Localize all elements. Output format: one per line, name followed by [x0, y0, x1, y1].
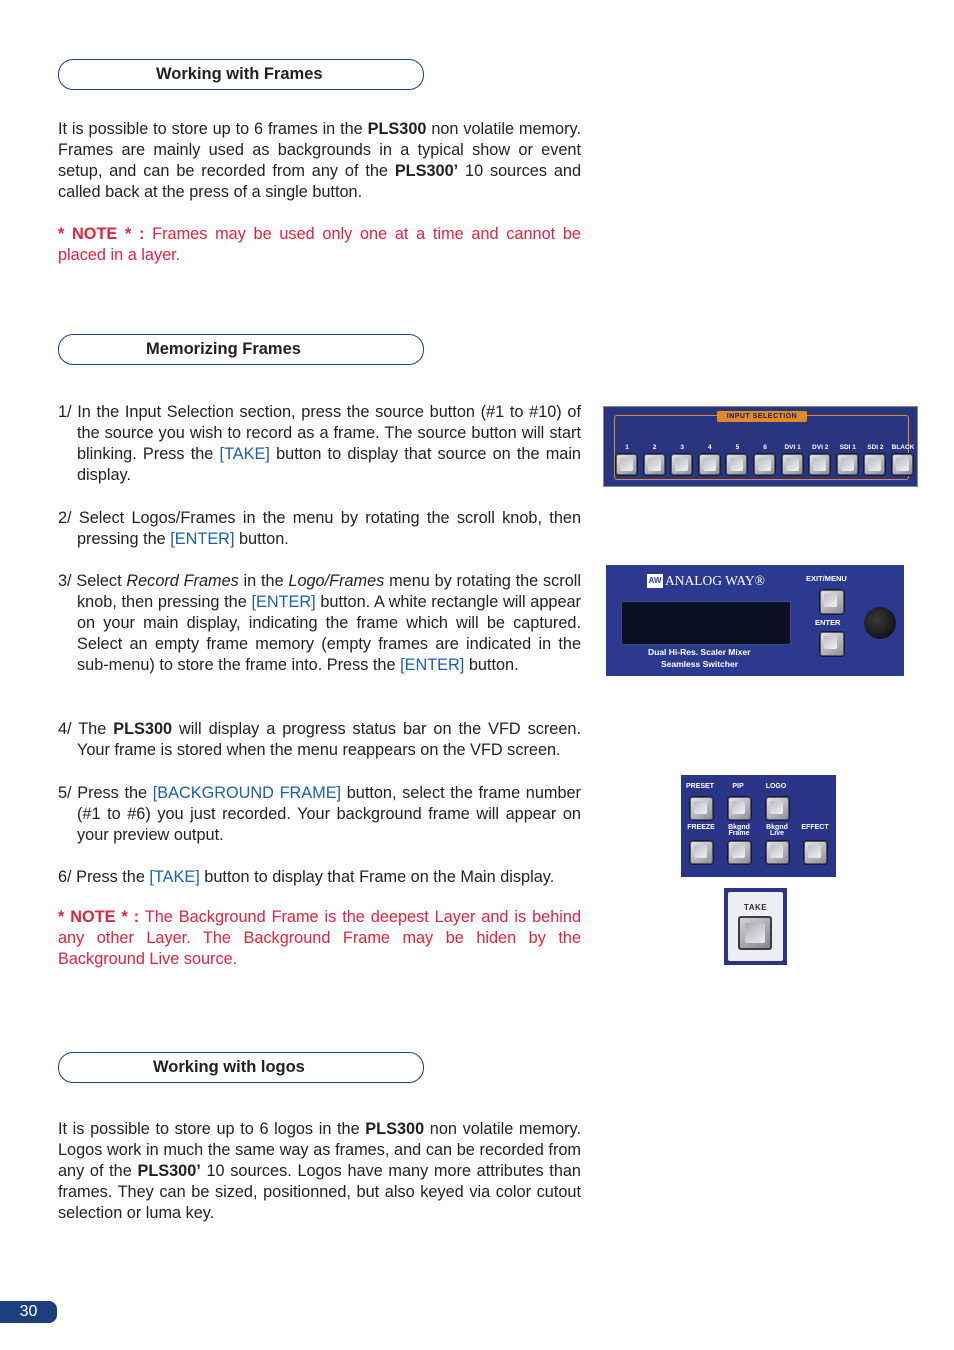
input-label: DVI 2	[812, 444, 829, 451]
text-run: PLS300	[113, 720, 173, 738]
step-3	[58, 571, 581, 676]
text-run: button to display that source on the main display.	[77, 445, 581, 484]
text-run: * NOTE * :	[58, 908, 140, 926]
control-panel	[681, 775, 836, 877]
control-button[interactable]	[728, 841, 751, 864]
section-title-frames	[58, 59, 424, 90]
frames-intro-paragraph	[58, 119, 581, 203]
analog-way-logo: AW	[647, 574, 663, 588]
input-selection-label: INPUT SELECTION	[717, 411, 807, 422]
input-button[interactable]	[616, 454, 637, 475]
vfd-screen	[621, 601, 791, 645]
text-run: 5/ Press the	[58, 784, 153, 802]
text-run: [ENTER]	[400, 656, 465, 674]
section-title-text: Working with Frames	[156, 65, 323, 83]
text-run: PLS300	[367, 120, 427, 138]
control-button[interactable]	[766, 841, 789, 864]
input-button[interactable]	[726, 454, 747, 475]
text-run: button.	[464, 656, 519, 674]
section-title-text: Memorizing Frames	[146, 340, 301, 358]
control-label: Bkgnd Frame	[728, 824, 750, 837]
input-button[interactable]	[699, 454, 720, 475]
frames-note	[58, 224, 581, 266]
step-1	[58, 402, 581, 486]
text-run: 2/ Select Logos/Frames in the menu by rotating the scroll knob, then pressing the	[58, 509, 581, 548]
text-run: non volatile memory. Logos work in much the same way as frames, and can be recorded from any of the	[58, 1120, 582, 1180]
take-label: TAKE	[743, 903, 768, 912]
text-run: 6/ Press the	[58, 868, 150, 886]
input-label: 3	[680, 444, 684, 451]
text-run: button to display that Frame on the Main display.	[199, 868, 555, 886]
text-run: 1/ In the Input Selection section, press the source button (#1 to #10) of the source you wish to record as a frame. The source button will start blinking. Press the	[58, 403, 581, 463]
enter-button[interactable]	[820, 632, 844, 656]
section-title-memorizing	[58, 334, 424, 365]
take-button-face	[745, 923, 765, 943]
input-button[interactable]	[864, 454, 885, 475]
take-panel	[724, 888, 787, 965]
text-run: It is possible to store up to 6 frames in the	[58, 120, 368, 138]
input-button[interactable]	[754, 454, 775, 475]
brand-name: ANALOG WAY®	[665, 573, 765, 588]
text-run: 4/ The	[58, 720, 114, 738]
section-title-text: Working with logos	[153, 1058, 305, 1076]
input-label: 5	[735, 444, 740, 451]
text-run: [ENTER]	[251, 593, 316, 611]
text-run: [TAKE]	[149, 868, 200, 886]
front-panel	[606, 565, 904, 676]
text-run: PLS300	[365, 1120, 425, 1138]
text-run: button.	[234, 530, 289, 548]
input-selection-panel	[603, 406, 918, 487]
control-button[interactable]	[690, 841, 713, 864]
take-panel-face	[728, 892, 783, 961]
input-label: DVI 1	[784, 444, 801, 451]
input-label: 1	[625, 444, 629, 451]
exit-menu-label: EXIT/MENU	[806, 574, 847, 583]
input-button[interactable]	[837, 454, 858, 475]
input-button[interactable]	[644, 454, 665, 475]
text-run: button, select the frame number (#1 to #6) you just recorded. Your background frame will appear on your preview output.	[77, 784, 581, 844]
take-button[interactable]	[738, 916, 772, 950]
input-label: 4	[707, 444, 712, 451]
control-button[interactable]	[804, 841, 827, 864]
input-label: BLACK	[891, 444, 915, 451]
control-button[interactable]	[766, 797, 789, 820]
front-panel-line1: Dual Hi-Res. Scaler Mixer	[648, 647, 751, 657]
text-run: [BACKGROUND FRAME]	[152, 784, 342, 802]
scroll-knob[interactable]	[864, 607, 896, 639]
control-label: Bkgnd Live	[766, 824, 788, 837]
input-label: SDI 2	[867, 444, 884, 451]
text-run: Record Frames	[126, 572, 239, 590]
control-label: EFFECT	[801, 824, 829, 831]
input-label: 6	[763, 444, 767, 451]
logos-intro-paragraph	[58, 1119, 581, 1224]
text-run: button. A white rectangle will appear on your main display, indicating the frame which will be captured. Select an empty frame memory (empty frames are indicated in the sub-menu) to store the frame into. Press the	[77, 593, 581, 674]
text-run: PLS300’	[137, 1162, 201, 1180]
control-button[interactable]	[690, 797, 713, 820]
text-run: Frames may be used only one at a time and cannot be placed in a layer.	[58, 225, 581, 264]
text-run: 10 sources. Logos have many more attributes than frames. They can be sized, positionned, but also keyed via color cutout selection or luma key.	[58, 1162, 581, 1222]
control-label: FREEZE	[687, 824, 715, 831]
step-5	[58, 783, 581, 846]
control-label: PRESET	[685, 783, 714, 790]
text-run: * NOTE * :	[58, 225, 145, 243]
text-run: [TAKE]	[219, 445, 270, 463]
enter-label: ENTER	[815, 618, 841, 627]
memorizing-note	[58, 907, 581, 970]
page-number: 30	[0, 1301, 57, 1323]
section-title-logos	[58, 1052, 424, 1083]
text-run: menu by rotating the scroll knob, then pressing the	[77, 572, 581, 611]
input-label: 2	[652, 444, 657, 451]
text-run: 3/ Select	[58, 572, 127, 590]
input-button[interactable]	[809, 454, 830, 475]
step-2	[58, 508, 581, 550]
text-run: will display a progress status bar on the VFD screen. Your frame is stored when the menu reappears on the VFD screen.	[77, 720, 581, 759]
control-label: PIP	[732, 783, 744, 790]
text-run: in the	[238, 572, 289, 590]
input-button[interactable]	[892, 454, 913, 475]
input-button[interactable]	[671, 454, 692, 475]
text-run: Logo/Frames	[288, 572, 385, 590]
text-run: 10 sources and called back at the press of a single button.	[58, 162, 582, 201]
control-button[interactable]	[728, 797, 751, 820]
front-panel-line2: Seamless Switcher	[661, 659, 739, 669]
input-button[interactable]	[782, 454, 803, 475]
exit-menu-button[interactable]	[820, 590, 844, 614]
control-label: LOGO	[765, 783, 787, 790]
text-run: The Background Frame is the deepest Layer and is behind any other Layer. The Background Frame may be hiden by the Background Live source.	[58, 908, 581, 968]
text-run: non volatile memory. Frames are mainly used as backgrounds in a typical show or event setup, and can be recorded from any of the	[58, 120, 581, 180]
step-6	[58, 867, 581, 888]
text-run: It is possible to store up to 6 logos in the	[58, 1120, 366, 1138]
step-4	[58, 719, 581, 761]
text-run: PLS300’	[394, 162, 459, 180]
input-label: SDI 1	[839, 444, 856, 451]
text-run: [ENTER]	[170, 530, 235, 548]
